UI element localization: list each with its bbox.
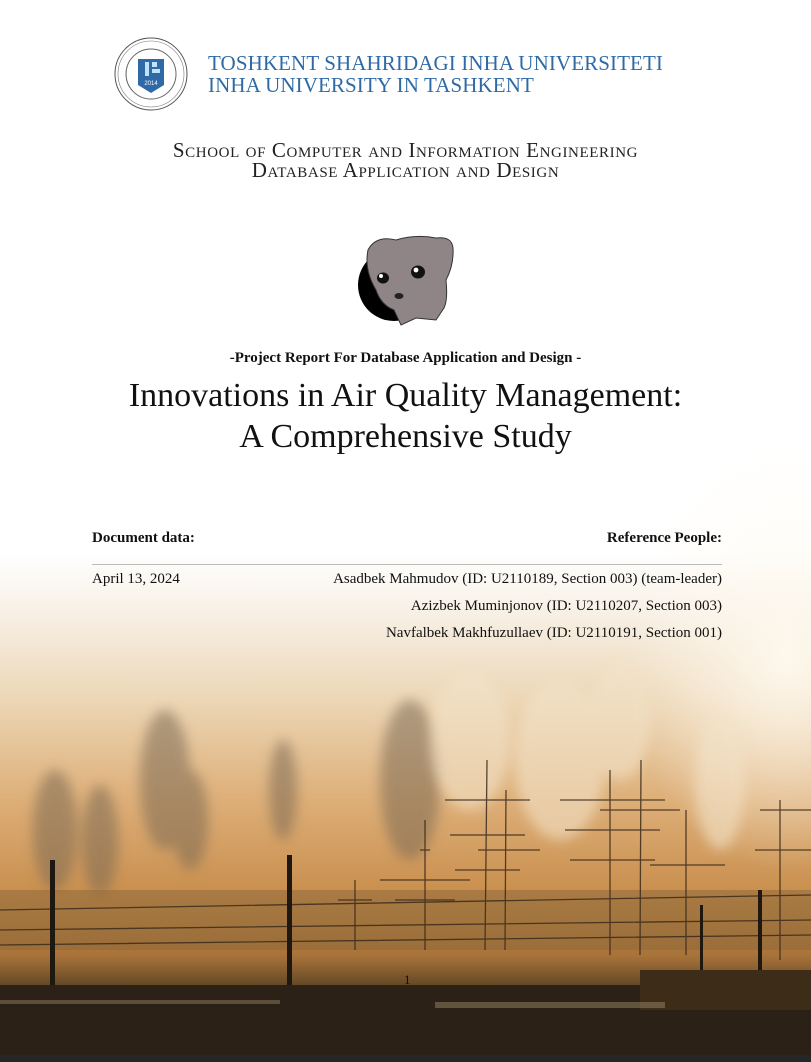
document-date: April 13, 2024 [92,571,180,587]
document-metadata [92,530,722,652]
page-number: 1 [404,972,411,987]
metadata-headings [92,530,722,552]
report-subtitle: -Project Report For Database Application and Design - [229,350,582,366]
cartoon-cat-mascot-icon [356,230,456,330]
course-name: Database Application and Design [251,158,560,182]
university-seal-icon [114,37,188,111]
university-header [114,37,663,111]
report-title-line2: A Comprehensive Study [239,418,572,455]
university-name-en: INHA UNIVERSITY IN TASHKENT [208,73,534,97]
svg-text:2014: 2014 [144,81,158,87]
school-name: School of Computer and Information Engineering [172,138,639,162]
report-title-line1: Innovations in Air Quality Management: [128,377,683,414]
person-item: Azizbek Muminjonov (ID: U2110207, Section 003) [410,598,722,614]
metadata-body [92,571,722,652]
report-title [0,375,811,457]
school-block [0,140,811,180]
university-name-uz: TOSHKENT SHAHRIDAGI INHA UNIVERSITETI [208,51,663,75]
reference-people-heading: Reference People: [606,530,722,546]
document-data-heading: Document data: [92,530,195,546]
person-item: Asadbek Mahmudov (ID: U2110189, Section 003) (team-leader) [333,571,722,587]
university-name [208,52,663,96]
divider [92,564,722,565]
person-item: Navfalbek Makhfuzullaev (ID: U2110191, Section 001) [385,625,722,641]
reference-people-list [333,571,722,652]
